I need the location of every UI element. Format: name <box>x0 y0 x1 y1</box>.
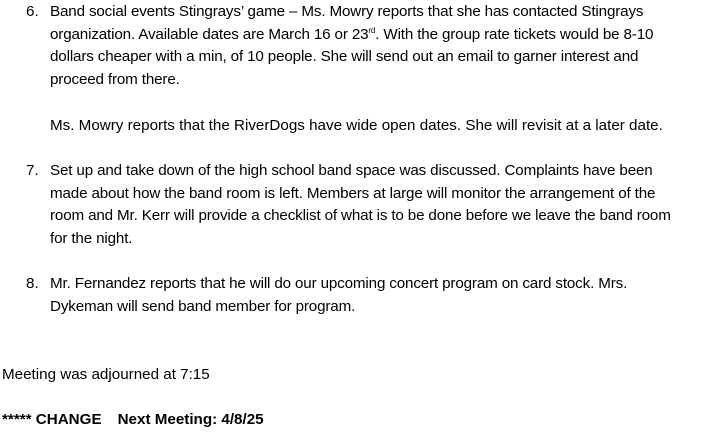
item-6-text-rest: . With the group rate tickets would be 8-10 dollars cheaper with a min, of 10 people. She will send out an email to garner interest and proceed from there. <box>50 25 654 88</box>
list-number-6: 6. <box>26 3 39 20</box>
item-6-text <box>50 1 690 91</box>
item-7-text: Set up and take down of the high school band space was discussed. Complaints have been made about how the band room is left. Members at large will monitor the arrangement of the room and Mr. Kerr will provide a checklist of what is to be done before we leave the band room for the night. <box>50 162 671 247</box>
change-flag: ***** CHANGE <box>2 411 102 428</box>
next-meeting-line <box>2 409 264 432</box>
list-number-7: 7. <box>26 162 39 179</box>
item-8-text: Mr. Fernandez reports that he will do our upcoming concert program on card stock. Mrs. Dykeman will send band member for program. <box>50 275 628 315</box>
list-number-8: 8. <box>26 275 39 292</box>
next-meeting-label: Next Meeting: 4/8/25 <box>117 411 264 428</box>
adjourned-line: Meeting was adjourned at 7:15 <box>2 366 210 383</box>
item-6-note: Ms. Mowry reports that the RiverDogs have wide open dates. She will revisit at a later date. <box>50 117 663 134</box>
ordinal-suffix: rd <box>368 25 376 35</box>
item-6-text-main: Band social events Stingrays’ game – Ms. Mowry reports that she has contacted Stingrays organization. Available dates are March 16 or 23 <box>50 3 644 43</box>
